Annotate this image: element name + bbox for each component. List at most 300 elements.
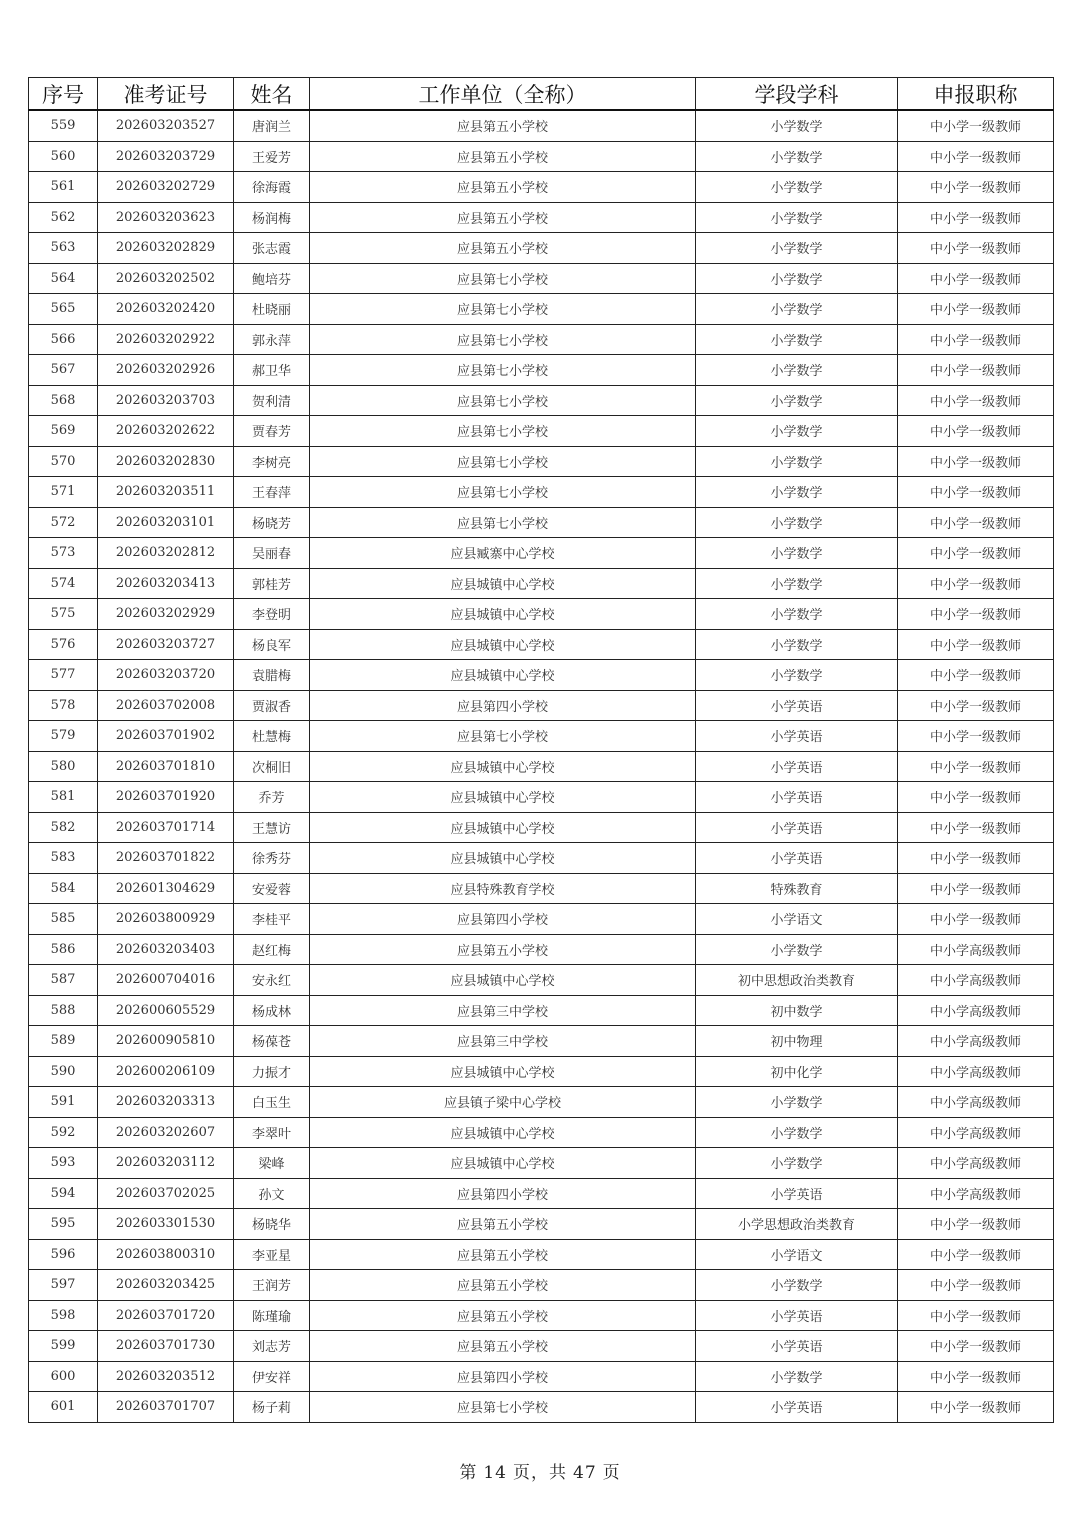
cell-title: 中小学一级教师 <box>898 416 1054 447</box>
cell-work-unit: 应县第七小学校 <box>310 294 696 325</box>
cell-title: 中小学高级教师 <box>898 1056 1054 1087</box>
table-row <box>29 263 1054 294</box>
table-row <box>29 1239 1054 1270</box>
cell-subject: 小学数学 <box>696 294 898 325</box>
cell-subject: 小学英语 <box>696 782 898 813</box>
cell-serial-number: 568 <box>29 385 98 416</box>
table-row <box>29 995 1054 1026</box>
cell-serial-number: 574 <box>29 568 98 599</box>
cell-title: 中小学一级教师 <box>898 629 1054 660</box>
footer-page-number: 14 <box>483 1463 507 1483</box>
cell-serial-number: 565 <box>29 294 98 325</box>
cell-work-unit: 应县城镇中心学校 <box>310 843 696 874</box>
cell-work-unit: 应县第七小学校 <box>310 721 696 752</box>
cell-title: 中小学一级教师 <box>898 1331 1054 1362</box>
cell-name: 伊安祥 <box>234 1361 310 1392</box>
cell-title: 中小学一级教师 <box>898 233 1054 264</box>
cell-subject: 小学数学 <box>696 1117 898 1148</box>
cell-exam-id: 202603203403 <box>98 934 234 965</box>
page-footer <box>0 1458 1080 1483</box>
cell-exam-id: 202603800929 <box>98 904 234 935</box>
cell-work-unit: 应县第五小学校 <box>310 934 696 965</box>
cell-serial-number: 599 <box>29 1331 98 1362</box>
cell-name: 王润芳 <box>234 1270 310 1301</box>
cell-name: 安永红 <box>234 965 310 996</box>
cell-name: 王春萍 <box>234 477 310 508</box>
cell-title: 中小学一级教师 <box>898 294 1054 325</box>
cell-subject: 小学英语 <box>696 812 898 843</box>
table-row <box>29 202 1054 233</box>
table-row <box>29 538 1054 569</box>
cell-subject: 小学数学 <box>696 507 898 538</box>
cell-work-unit: 应县第五小学校 <box>310 202 696 233</box>
cell-work-unit: 应县城镇中心学校 <box>310 751 696 782</box>
cell-exam-id: 202603702008 <box>98 690 234 721</box>
cell-subject: 小学思想政治类教育 <box>696 1209 898 1240</box>
table-row <box>29 1300 1054 1331</box>
cell-title: 中小学一级教师 <box>898 1270 1054 1301</box>
cell-title: 中小学一级教师 <box>898 141 1054 172</box>
table-row <box>29 233 1054 264</box>
cell-subject: 小学英语 <box>696 1331 898 1362</box>
table-row <box>29 507 1054 538</box>
cell-name: 梁峰 <box>234 1148 310 1179</box>
cell-serial-number: 584 <box>29 873 98 904</box>
cell-serial-number: 601 <box>29 1392 98 1423</box>
cell-name: 陈瑾瑜 <box>234 1300 310 1331</box>
cell-subject: 小学英语 <box>696 690 898 721</box>
cell-serial-number: 590 <box>29 1056 98 1087</box>
cell-serial-number: 571 <box>29 477 98 508</box>
table-row <box>29 324 1054 355</box>
cell-exam-id: 202601304629 <box>98 873 234 904</box>
cell-name: 王慧访 <box>234 812 310 843</box>
cell-title: 中小学一级教师 <box>898 385 1054 416</box>
cell-exam-id: 202603701714 <box>98 812 234 843</box>
cell-serial-number: 576 <box>29 629 98 660</box>
cell-name: 郭永萍 <box>234 324 310 355</box>
cell-subject: 小学英语 <box>696 1300 898 1331</box>
table-row <box>29 904 1054 935</box>
cell-work-unit: 应县第四小学校 <box>310 904 696 935</box>
cell-serial-number: 575 <box>29 599 98 630</box>
cell-work-unit: 应县城镇中心学校 <box>310 1056 696 1087</box>
cell-work-unit: 应县第七小学校 <box>310 507 696 538</box>
cell-serial-number: 567 <box>29 355 98 386</box>
cell-name: 杨成林 <box>234 995 310 1026</box>
cell-subject: 小学数学 <box>696 263 898 294</box>
cell-name: 王爱芳 <box>234 141 310 172</box>
table-row <box>29 110 1054 141</box>
cell-exam-id: 202603203703 <box>98 385 234 416</box>
cell-exam-id: 202603301530 <box>98 1209 234 1240</box>
cell-title: 中小学一级教师 <box>898 904 1054 935</box>
cell-exam-id: 202600905810 <box>98 1026 234 1057</box>
cell-work-unit: 应县第五小学校 <box>310 110 696 141</box>
table-row <box>29 172 1054 203</box>
table-body <box>29 110 1054 1422</box>
cell-name: 郝卫华 <box>234 355 310 386</box>
table-row <box>29 1087 1054 1118</box>
cell-name: 杨子莉 <box>234 1392 310 1423</box>
cell-exam-id: 202600605529 <box>98 995 234 1026</box>
header-subject: 学段学科 <box>696 78 898 111</box>
cell-subject: 小学英语 <box>696 843 898 874</box>
table-row <box>29 385 1054 416</box>
cell-title: 中小学高级教师 <box>898 1148 1054 1179</box>
cell-title: 中小学高级教师 <box>898 995 1054 1026</box>
cell-exam-id: 202603203527 <box>98 110 234 141</box>
cell-exam-id: 202603203413 <box>98 568 234 599</box>
cell-name: 唐润兰 <box>234 110 310 141</box>
cell-subject: 小学英语 <box>696 721 898 752</box>
cell-subject: 小学数学 <box>696 660 898 691</box>
cell-title: 中小学一级教师 <box>898 507 1054 538</box>
cell-title: 中小学一级教师 <box>898 660 1054 691</box>
cell-serial-number: 588 <box>29 995 98 1026</box>
cell-serial-number: 560 <box>29 141 98 172</box>
cell-name: 吴丽春 <box>234 538 310 569</box>
cell-name: 贾淑香 <box>234 690 310 721</box>
cell-exam-id: 202603203101 <box>98 507 234 538</box>
cell-exam-id: 202603701730 <box>98 1331 234 1362</box>
cell-serial-number: 573 <box>29 538 98 569</box>
cell-title: 中小学一级教师 <box>898 172 1054 203</box>
table-row <box>29 690 1054 721</box>
cell-subject: 小学语文 <box>696 904 898 935</box>
cell-title: 中小学高级教师 <box>898 1117 1054 1148</box>
cell-subject: 小学英语 <box>696 1392 898 1423</box>
cell-name: 杨葆苍 <box>234 1026 310 1057</box>
table-row <box>29 355 1054 386</box>
cell-exam-id: 202603202830 <box>98 446 234 477</box>
cell-serial-number: 597 <box>29 1270 98 1301</box>
cell-subject: 初中思想政治类教育 <box>696 965 898 996</box>
cell-name: 郭桂芳 <box>234 568 310 599</box>
cell-title: 中小学一级教师 <box>898 843 1054 874</box>
cell-work-unit: 应县城镇中心学校 <box>310 660 696 691</box>
cell-subject: 小学数学 <box>696 446 898 477</box>
cell-subject: 小学英语 <box>696 1178 898 1209</box>
cell-name: 李登明 <box>234 599 310 630</box>
cell-serial-number: 559 <box>29 110 98 141</box>
cell-exam-id: 202603202926 <box>98 355 234 386</box>
cell-exam-id: 202603701920 <box>98 782 234 813</box>
cell-work-unit: 应县第三中学校 <box>310 1026 696 1057</box>
cell-name: 李亚星 <box>234 1239 310 1270</box>
cell-exam-id: 202603202729 <box>98 172 234 203</box>
cell-subject: 小学数学 <box>696 233 898 264</box>
cell-subject: 小学数学 <box>696 172 898 203</box>
cell-name: 刘志芳 <box>234 1331 310 1362</box>
cell-exam-id: 202600704016 <box>98 965 234 996</box>
cell-exam-id: 202603203729 <box>98 141 234 172</box>
cell-title: 中小学一级教师 <box>898 1361 1054 1392</box>
table-row <box>29 1270 1054 1301</box>
cell-title: 中小学一级教师 <box>898 568 1054 599</box>
cell-title: 中小学一级教师 <box>898 1392 1054 1423</box>
cell-title: 中小学一级教师 <box>898 538 1054 569</box>
cell-serial-number: 586 <box>29 934 98 965</box>
cell-serial-number: 577 <box>29 660 98 691</box>
cell-serial-number: 579 <box>29 721 98 752</box>
cell-subject: 小学数学 <box>696 477 898 508</box>
cell-work-unit: 应县第五小学校 <box>310 1331 696 1362</box>
cell-work-unit: 应县第七小学校 <box>310 385 696 416</box>
table-row <box>29 965 1054 996</box>
cell-work-unit: 应县第五小学校 <box>310 1270 696 1301</box>
cell-name: 张志霞 <box>234 233 310 264</box>
cell-name: 李翠叶 <box>234 1117 310 1148</box>
cell-subject: 小学数学 <box>696 1361 898 1392</box>
cell-serial-number: 593 <box>29 1148 98 1179</box>
cell-name: 杨晓华 <box>234 1209 310 1240</box>
cell-subject: 小学数学 <box>696 385 898 416</box>
cell-serial-number: 561 <box>29 172 98 203</box>
cell-title: 中小学一级教师 <box>898 1209 1054 1240</box>
cell-work-unit: 应县第七小学校 <box>310 416 696 447</box>
cell-name: 杜晓丽 <box>234 294 310 325</box>
cell-serial-number: 591 <box>29 1087 98 1118</box>
cell-work-unit: 应县第七小学校 <box>310 355 696 386</box>
cell-name: 袁腊梅 <box>234 660 310 691</box>
table-row <box>29 1361 1054 1392</box>
cell-serial-number: 566 <box>29 324 98 355</box>
cell-name: 杨润梅 <box>234 202 310 233</box>
table-row <box>29 1209 1054 1240</box>
cell-exam-id: 202600206109 <box>98 1056 234 1087</box>
table-row <box>29 873 1054 904</box>
cell-serial-number: 592 <box>29 1117 98 1148</box>
cell-name: 次桐旧 <box>234 751 310 782</box>
cell-serial-number: 562 <box>29 202 98 233</box>
cell-subject: 小学数学 <box>696 1270 898 1301</box>
cell-name: 力振才 <box>234 1056 310 1087</box>
cell-title: 中小学一级教师 <box>898 812 1054 843</box>
cell-serial-number: 582 <box>29 812 98 843</box>
table-row <box>29 1148 1054 1179</box>
cell-exam-id: 202603202922 <box>98 324 234 355</box>
table-row <box>29 1178 1054 1209</box>
table-row <box>29 141 1054 172</box>
cell-subject: 小学数学 <box>696 629 898 660</box>
cell-title: 中小学一级教师 <box>898 1300 1054 1331</box>
cell-name: 贺利清 <box>234 385 310 416</box>
cell-name: 杜慧梅 <box>234 721 310 752</box>
cell-work-unit: 应县第四小学校 <box>310 690 696 721</box>
cell-serial-number: 596 <box>29 1239 98 1270</box>
cell-work-unit: 应县第三中学校 <box>310 995 696 1026</box>
table-row <box>29 416 1054 447</box>
cell-title: 中小学高级教师 <box>898 1178 1054 1209</box>
cell-subject: 小学数学 <box>696 1148 898 1179</box>
cell-title: 中小学一级教师 <box>898 782 1054 813</box>
table-row <box>29 1117 1054 1148</box>
cell-exam-id: 202603202420 <box>98 294 234 325</box>
cell-title: 中小学一级教师 <box>898 110 1054 141</box>
cell-exam-id: 202603203425 <box>98 1270 234 1301</box>
cell-serial-number: 594 <box>29 1178 98 1209</box>
cell-work-unit: 应县第七小学校 <box>310 1392 696 1423</box>
table-header-row <box>29 78 1054 111</box>
cell-serial-number: 569 <box>29 416 98 447</box>
footer-page-mid: 页，共 <box>513 1463 567 1483</box>
cell-subject: 小学数学 <box>696 355 898 386</box>
cell-serial-number: 572 <box>29 507 98 538</box>
header-exam-id: 准考证号 <box>98 78 234 111</box>
cell-subject: 小学数学 <box>696 538 898 569</box>
table-row <box>29 1056 1054 1087</box>
cell-serial-number: 578 <box>29 690 98 721</box>
cell-name: 赵红梅 <box>234 934 310 965</box>
cell-work-unit: 应县城镇中心学校 <box>310 965 696 996</box>
cell-exam-id: 202603702025 <box>98 1178 234 1209</box>
cell-name: 李桂平 <box>234 904 310 935</box>
cell-name: 杨晓芳 <box>234 507 310 538</box>
cell-work-unit: 应县第五小学校 <box>310 1209 696 1240</box>
cell-name: 白玉生 <box>234 1087 310 1118</box>
cell-subject: 小学数学 <box>696 1087 898 1118</box>
candidate-table <box>28 77 1054 1423</box>
cell-serial-number: 598 <box>29 1300 98 1331</box>
cell-subject: 初中数学 <box>696 995 898 1026</box>
table-row <box>29 1331 1054 1362</box>
table-row <box>29 294 1054 325</box>
cell-work-unit: 应县第五小学校 <box>310 233 696 264</box>
cell-serial-number: 583 <box>29 843 98 874</box>
table-row <box>29 721 1054 752</box>
cell-subject: 初中化学 <box>696 1056 898 1087</box>
cell-exam-id: 202603203623 <box>98 202 234 233</box>
cell-exam-id: 202603203313 <box>98 1087 234 1118</box>
footer-page-suffix: 页 <box>602 1463 621 1483</box>
cell-title: 中小学高级教师 <box>898 965 1054 996</box>
table-row <box>29 751 1054 782</box>
cell-title: 中小学一级教师 <box>898 324 1054 355</box>
cell-subject: 小学数学 <box>696 416 898 447</box>
cell-serial-number: 564 <box>29 263 98 294</box>
roster-sheet <box>28 77 1053 1423</box>
table-row <box>29 568 1054 599</box>
cell-work-unit: 应县臧寨中心学校 <box>310 538 696 569</box>
cell-title: 中小学一级教师 <box>898 690 1054 721</box>
cell-name: 乔芳 <box>234 782 310 813</box>
table-row <box>29 812 1054 843</box>
table-row <box>29 934 1054 965</box>
cell-title: 中小学一级教师 <box>898 873 1054 904</box>
cell-title: 中小学一级教师 <box>898 751 1054 782</box>
cell-work-unit: 应县第四小学校 <box>310 1361 696 1392</box>
cell-serial-number: 600 <box>29 1361 98 1392</box>
table-row <box>29 660 1054 691</box>
header-name: 姓名 <box>234 78 310 111</box>
cell-title: 中小学一级教师 <box>898 599 1054 630</box>
cell-name: 徐秀芬 <box>234 843 310 874</box>
cell-title: 中小学一级教师 <box>898 446 1054 477</box>
cell-subject: 小学数学 <box>696 324 898 355</box>
cell-exam-id: 202603701720 <box>98 1300 234 1331</box>
cell-subject: 小学英语 <box>696 751 898 782</box>
cell-work-unit: 应县第五小学校 <box>310 1300 696 1331</box>
cell-serial-number: 589 <box>29 1026 98 1057</box>
cell-subject: 小学数学 <box>696 934 898 965</box>
cell-exam-id: 202603203512 <box>98 1361 234 1392</box>
cell-work-unit: 应县城镇中心学校 <box>310 568 696 599</box>
cell-name: 贾春芳 <box>234 416 310 447</box>
cell-exam-id: 202603203720 <box>98 660 234 691</box>
cell-work-unit: 应县城镇中心学校 <box>310 782 696 813</box>
cell-exam-id: 202603800310 <box>98 1239 234 1270</box>
cell-name: 杨良军 <box>234 629 310 660</box>
cell-work-unit: 应县第四小学校 <box>310 1178 696 1209</box>
cell-work-unit: 应县第五小学校 <box>310 1239 696 1270</box>
cell-exam-id: 202603202829 <box>98 233 234 264</box>
cell-subject: 小学数学 <box>696 202 898 233</box>
cell-exam-id: 202603701707 <box>98 1392 234 1423</box>
cell-serial-number: 570 <box>29 446 98 477</box>
cell-subject: 特殊教育 <box>696 873 898 904</box>
cell-exam-id: 202603203511 <box>98 477 234 508</box>
cell-serial-number: 563 <box>29 233 98 264</box>
cell-serial-number: 580 <box>29 751 98 782</box>
cell-work-unit: 应县第七小学校 <box>310 263 696 294</box>
cell-title: 中小学一级教师 <box>898 202 1054 233</box>
cell-work-unit: 应县城镇中心学校 <box>310 1148 696 1179</box>
header-title: 申报职称 <box>898 78 1054 111</box>
cell-exam-id: 202603202622 <box>98 416 234 447</box>
cell-serial-number: 581 <box>29 782 98 813</box>
table-row <box>29 843 1054 874</box>
cell-exam-id: 202603701902 <box>98 721 234 752</box>
cell-subject: 小学数学 <box>696 568 898 599</box>
cell-work-unit: 应县城镇中心学校 <box>310 599 696 630</box>
table-row <box>29 446 1054 477</box>
cell-title: 中小学一级教师 <box>898 263 1054 294</box>
cell-exam-id: 202603202812 <box>98 538 234 569</box>
cell-title: 中小学一级教师 <box>898 355 1054 386</box>
table-row <box>29 477 1054 508</box>
table-row <box>29 782 1054 813</box>
table-row <box>29 629 1054 660</box>
footer-page-total: 47 <box>573 1463 597 1483</box>
cell-subject: 小学数学 <box>696 110 898 141</box>
cell-work-unit: 应县第五小学校 <box>310 141 696 172</box>
cell-work-unit: 应县第七小学校 <box>310 477 696 508</box>
cell-exam-id: 202603202929 <box>98 599 234 630</box>
cell-exam-id: 202603203727 <box>98 629 234 660</box>
cell-subject: 小学语文 <box>696 1239 898 1270</box>
cell-title: 中小学高级教师 <box>898 1026 1054 1057</box>
cell-serial-number: 587 <box>29 965 98 996</box>
header-work-unit: 工作单位（全称） <box>310 78 696 111</box>
cell-work-unit: 应县镇子梁中心学校 <box>310 1087 696 1118</box>
cell-serial-number: 595 <box>29 1209 98 1240</box>
cell-subject: 小学数学 <box>696 599 898 630</box>
cell-work-unit: 应县城镇中心学校 <box>310 629 696 660</box>
footer-page-prefix: 第 <box>459 1463 478 1483</box>
cell-name: 安爱蓉 <box>234 873 310 904</box>
cell-subject: 小学数学 <box>696 141 898 172</box>
cell-exam-id: 202603701822 <box>98 843 234 874</box>
header-serial-number: 序号 <box>29 78 98 111</box>
cell-exam-id: 202603202502 <box>98 263 234 294</box>
cell-work-unit: 应县第七小学校 <box>310 446 696 477</box>
cell-title: 中小学一级教师 <box>898 477 1054 508</box>
cell-work-unit: 应县第七小学校 <box>310 324 696 355</box>
cell-name: 孙文 <box>234 1178 310 1209</box>
cell-exam-id: 202603701810 <box>98 751 234 782</box>
cell-work-unit: 应县城镇中心学校 <box>310 812 696 843</box>
